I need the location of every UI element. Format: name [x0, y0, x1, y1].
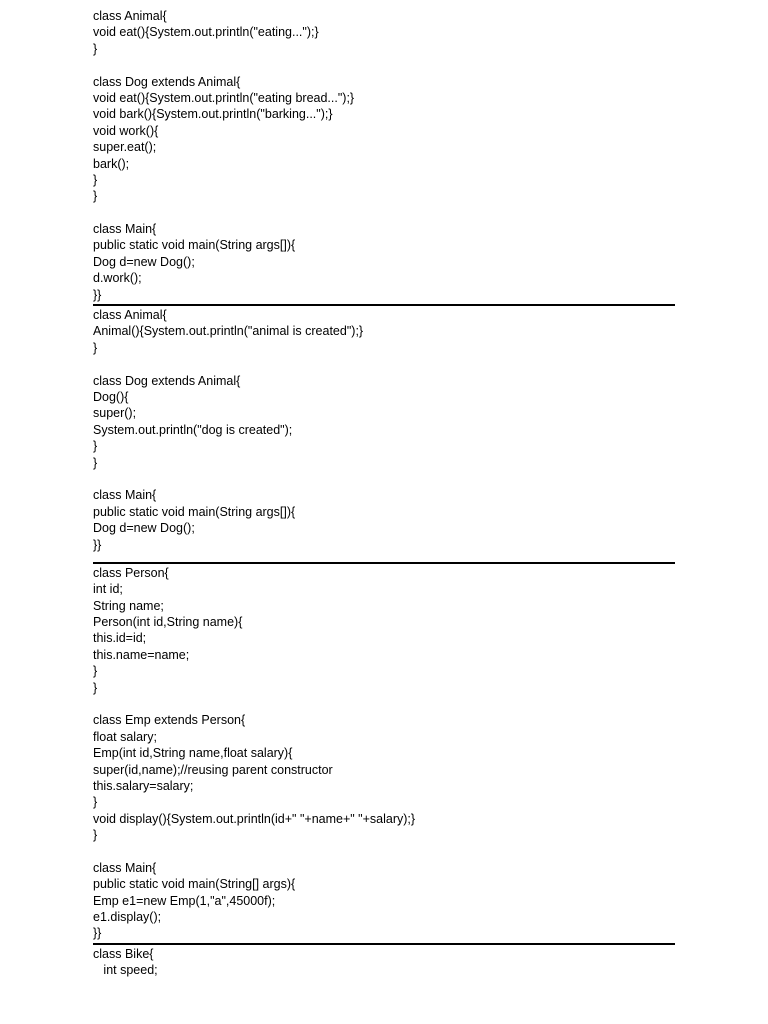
code-line: } [93, 828, 98, 843]
code-line: super.eat(); [93, 140, 157, 155]
code-line: } [93, 189, 98, 204]
code-line: class Animal{ [93, 308, 167, 323]
blank-line [93, 57, 675, 73]
code-line: Emp e1=new Emp(1,"a",45000f); [93, 893, 276, 908]
code-line: e1.display(); [93, 910, 162, 925]
code-line: super(id,name);//reusing parent constructor [93, 762, 333, 777]
code-line: class Bike{ [93, 946, 154, 961]
code-line: }} [93, 287, 102, 302]
code-line: this.salary=salary; [93, 778, 194, 793]
blank-line [93, 696, 675, 712]
code-line: } [93, 455, 98, 470]
code-block-bike [93, 946, 675, 979]
blank-line [93, 471, 675, 487]
code-line: this.id=id; [93, 631, 147, 646]
code-line: void bark(){System.out.println("barking...");} [93, 107, 333, 122]
code-line: } [93, 340, 98, 355]
code-line: int speed; [93, 963, 158, 978]
code-line: String name; [93, 598, 164, 613]
code-line: } [93, 664, 98, 679]
code-line: } [93, 41, 98, 56]
section-divider [93, 943, 675, 945]
blank-line [93, 205, 675, 221]
code-line: Emp(int id,String name,float salary){ [93, 746, 293, 761]
code-line: public static void main(String args[]){ [93, 238, 296, 253]
code-line: class Dog extends Animal{ [93, 74, 241, 89]
code-line: System.out.println("dog is created"); [93, 422, 293, 437]
section-divider [93, 562, 675, 564]
code-line: void display(){System.out.println(id+" "+name+" "+salary);} [93, 811, 416, 826]
code-line: class Main{ [93, 488, 157, 503]
code-line: this.name=name; [93, 647, 190, 662]
code-line: void work(){ [93, 123, 159, 138]
code-line: void eat(){System.out.println("eating bread...");} [93, 90, 355, 105]
code-line: Animal(){System.out.println("animal is created");} [93, 324, 364, 339]
code-line: Dog(){ [93, 389, 129, 404]
code-line: bark(); [93, 156, 130, 171]
code-line: public static void main(String[] args){ [93, 877, 296, 892]
blank-line [93, 844, 675, 860]
code-line: class Main{ [93, 222, 157, 237]
code-line: } [93, 439, 98, 454]
code-line: }} [93, 537, 102, 552]
blank-line [93, 356, 675, 372]
code-line: class Emp extends Person{ [93, 713, 246, 728]
code-line: } [93, 680, 98, 695]
code-block-method-super [93, 8, 675, 303]
code-line: d.work(); [93, 271, 142, 286]
code-line: } [93, 795, 98, 810]
code-line: } [93, 172, 98, 187]
code-line: }} [93, 926, 102, 941]
code-line: class Person{ [93, 565, 169, 580]
section-divider [93, 304, 675, 306]
code-line: class Animal{ [93, 9, 167, 23]
code-block-constructor-super [93, 307, 675, 553]
code-line: Dog d=new Dog(); [93, 521, 195, 536]
code-line: super(); [93, 406, 137, 421]
code-line: class Main{ [93, 860, 157, 875]
code-line: float salary; [93, 729, 157, 744]
code-line: public static void main(String args[]){ [93, 504, 296, 519]
code-line: int id; [93, 582, 123, 597]
code-line: class Dog extends Animal{ [93, 373, 241, 388]
code-line: Person(int id,String name){ [93, 615, 243, 630]
code-block-parent-constructor [93, 565, 675, 942]
code-line: void eat(){System.out.println("eating...");} [93, 25, 319, 40]
document-page [93, 8, 675, 979]
code-line: Dog d=new Dog(); [93, 254, 195, 269]
